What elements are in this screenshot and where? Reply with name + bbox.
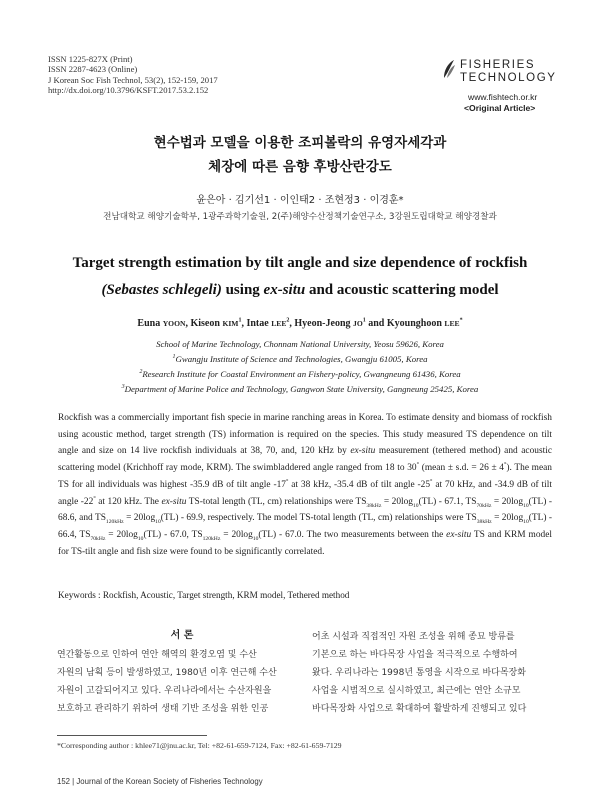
title-english-line2: (Sebastes schlegeli) using ex-situ and acoustic scattering model xyxy=(101,282,499,298)
section-heading-introduction: 서 론 xyxy=(170,630,194,641)
affiliation-english-0: School of Marine Technology, Chonnam National University, Yeosu 59626, Korea xyxy=(156,339,444,349)
footnote-divider xyxy=(57,735,207,736)
intro-left-line: 연간활동으로 인하여 연안 해역의 환경오염 및 수산 xyxy=(57,650,257,660)
article-type: <Original Article> xyxy=(464,103,536,113)
intro-left-line: 자원의 남획 등이 발생하였고, 1980년 이후 연근해 수산 xyxy=(57,668,277,678)
affiliation-english-2: $^2$Research Institute for Coastal Environment an Fishery-policy, Gwangneung 61436, Korea xyxy=(139,369,461,379)
intro-right-line: 기본으로 하는 바다목장 사업을 적극적으로 수행하여 xyxy=(312,650,518,660)
issn-print: ISSN 1225-827X (Print) xyxy=(48,54,133,64)
intro-right-line: 왔다. 우리나라는 1998년 통영을 시작으로 바다목장화 xyxy=(312,668,526,678)
title-english-line1: Target strength estimation by tilt angle and size dependence of rockfish xyxy=(72,255,528,271)
title-korean-line1: 현수법과 모델을 이용한 조피볼락의 유영자세각과 xyxy=(153,135,447,151)
authors-english: Euna YOON, Kiseon KIM$^1$, Intae LEE$^2$, Hyeon-Jeong $JO^1$ and Kyounghoon LEE* xyxy=(137,317,463,329)
affiliation-english-3: $^3$Department of Marine Police and Technology, Gangwon State University, Gangneung 25425, Korea xyxy=(121,384,479,394)
fish-logo-icon xyxy=(442,58,456,80)
abstract: Rockfish was a commercially important fish specie in marine ranching areas in Korea. To estimate density and biomass of rockfish using acoustic method, target strength (TS) information is required on the species. This study measured TS dependence on tilt angle and size on 14 live rockfish individuals at 38, 70, and, 120 kHz by ex-situ measurement (tethered method) and acoustic scattering model (Krichhoff ray mode, KRM). The swimbladdered angle ranged from 18 to 30° (mean ± s.d. = 26 ± 4°). The mean TS for all individuals was highest -35.9 dB of tilt angle -17° at 38 kHz, -35.4 dB of tilt angle -25° at 70 kHz, and -34.9 dB of tilt angle -22° at 120 kHz. The ex-situ TS-total length (TL, cm) relationships were $TS_{38kHz} = 20\log_{10}(TL) - 67.1$, $TS_{70kHz} = 20\log_{10}(TL) - 68.6$, and $TS_{120kHz} = 20\log_{10}(TL) - 69.9$, respectively. The model TS-total length (TL, cm) relationships were $TS_{38kHz} = 20\log_{10}(TL) - 66.4$, $TS_{70kHz} = 20\log_{10}(TL) - 67.0$, $TS_{120kHz} = 20\log_{10}(TL) - 67.0$. The two measurements between the ex-situ TS and KRM model for TS-tilt angle and fish size were found to be significantly correlated. xyxy=(58,413,552,557)
citation: J Korean Soc Fish Technol, 53(2), 152-159, 2017 xyxy=(48,74,218,85)
page-footer: 152 | Journal of the Korean Society of Fisheries Technology xyxy=(57,777,263,786)
intro-left-line: 보호하고 관리하기 위하여 생태 기반 조성을 위한 인공 xyxy=(57,704,269,714)
keywords: Keywords : Rockfish, Acoustic, Target strength, KRM model, Tethered method xyxy=(58,590,350,600)
journal-logo xyxy=(442,56,562,118)
affiliation-english-1: $^1$Gwangju Institute of Science and Technologies, Gwangju 61005, Korea xyxy=(172,354,428,364)
authors-korean: 윤은아 · 김기선1 · 이인태2 · 조현정3 · 이경훈* xyxy=(196,195,404,206)
intro-left-line: 자원이 고갈되어지고 있다. 우리나라에서는 수산자원을 xyxy=(57,686,272,696)
intro-right-line: 바다목장화 사업으로 확대하여 활발하게 진행되고 있다 xyxy=(312,704,527,714)
affiliations-korean: 전남대학교 해양기술학부, 1광주과학기술원, 2(주)해양수산정책기술연구소, 3강원도립대학교 해양경찰과 xyxy=(103,212,497,222)
logo-text-technology: TECHNOLOGY xyxy=(460,72,557,84)
title-korean-line2: 체장에 따른 음향 후방산란강도 xyxy=(208,159,392,175)
doi-link[interactable]: http://dx.doi.org/10.3796/KSFT.2017.53.2.152 xyxy=(48,85,209,96)
journal-url[interactable]: www.fishtech.or.kr xyxy=(468,92,538,102)
journal-meta xyxy=(48,54,218,96)
corresponding-author-footnote: *Corresponding author : khlee71@jnu.ac.kr, Tel: +82-61-659-7124, Fax: +82-61-659-7129 xyxy=(57,741,342,750)
issn-online: ISSN 2287-4623 (Online) xyxy=(48,64,138,75)
intro-right-line: 어초 시설과 직접적인 자원 조성을 위해 종묘 방류를 xyxy=(312,632,515,642)
intro-right-line: 사업을 시범적으로 실시하였고, 최근에는 연안 소규모 xyxy=(312,686,521,696)
logo-text-fisheries: FISHERIES xyxy=(460,59,536,71)
